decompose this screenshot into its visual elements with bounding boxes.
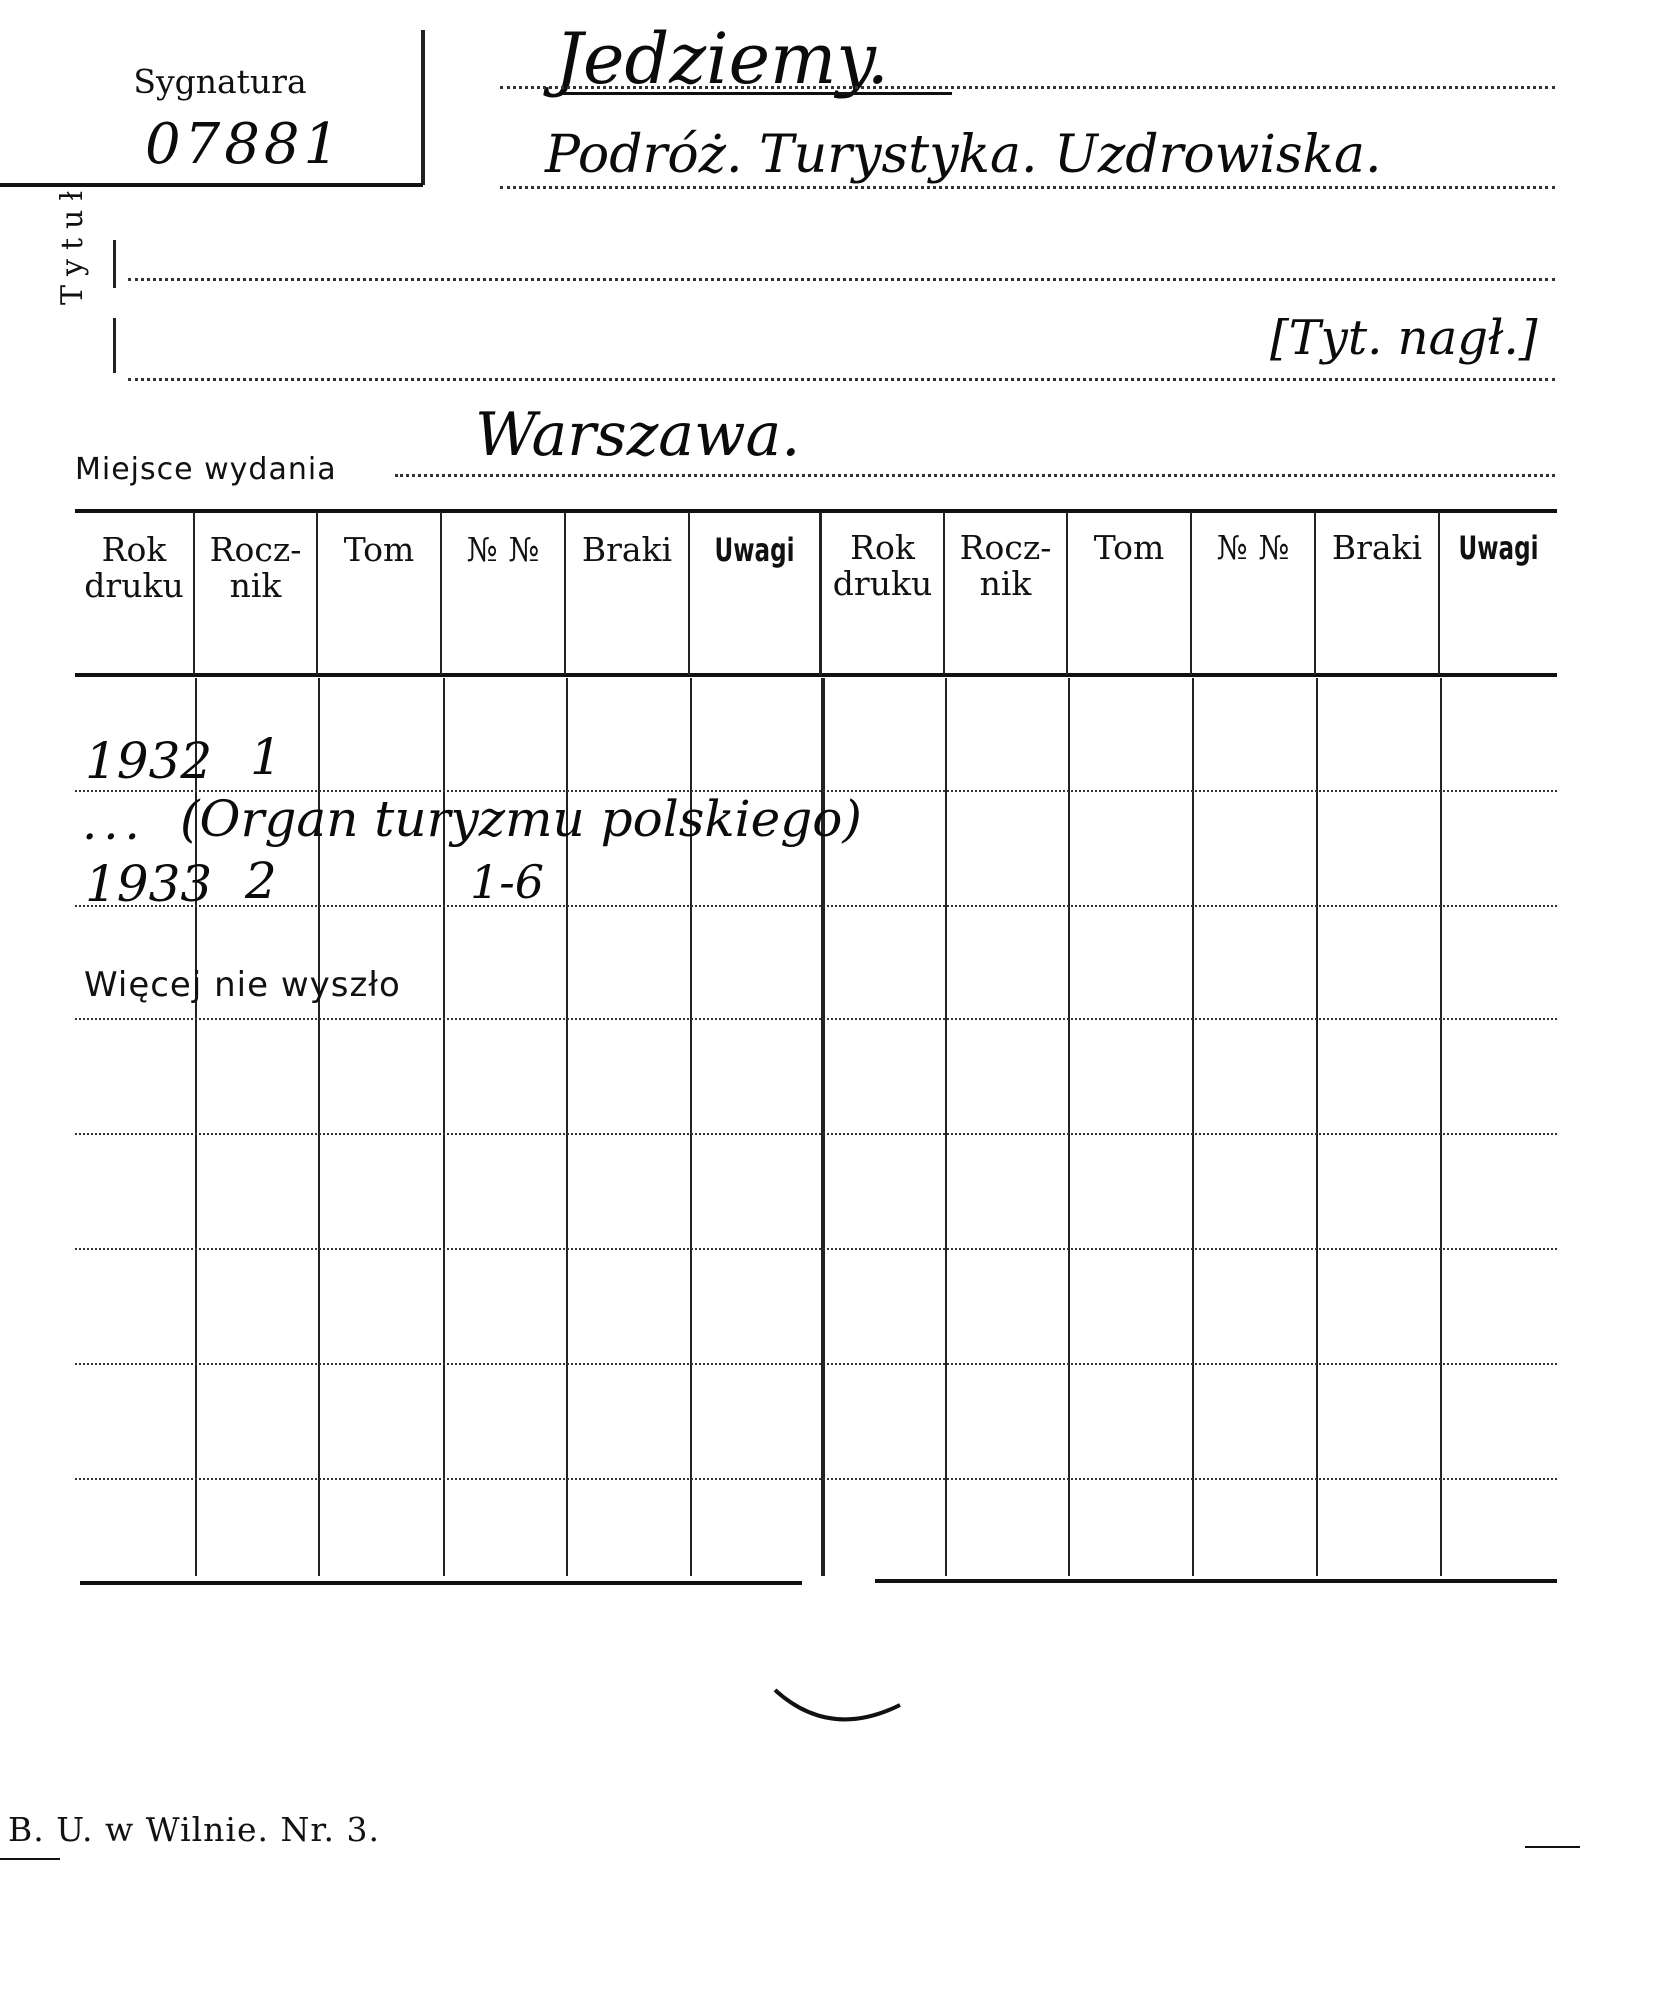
signature-box-right-border: [421, 30, 425, 185]
title-dotted-line-2: [128, 378, 1555, 381]
col-divider: [688, 512, 690, 675]
footer-mark-right: [1525, 1846, 1580, 1848]
title-bracket-bottom: [113, 318, 116, 373]
col-header-numery: № №: [1216, 528, 1290, 567]
table-header-bottom-border: [75, 673, 1557, 677]
entry-numery: 1-6: [470, 855, 545, 909]
place-value-handwritten: Warszawa.: [475, 400, 801, 470]
col-divider: [1192, 678, 1194, 1576]
title-dotted-line-1: [128, 278, 1555, 281]
subject-dotted-line: [500, 186, 1555, 189]
footer-imprint: B. U. w Wilnie. Nr. 3.: [8, 1810, 380, 1849]
author-underline: [562, 92, 952, 95]
table-bottom-border-left: [80, 1581, 802, 1585]
row-line: [75, 1363, 1557, 1365]
entry-rocznik: 1: [250, 728, 282, 786]
place-dotted-line: [395, 474, 1555, 477]
col-header-uwagi: Uwagi: [1458, 529, 1539, 567]
row-line: [75, 1248, 1557, 1250]
col-header-tom: Tom: [343, 530, 415, 569]
title-label: Tytuł: [55, 181, 90, 305]
signature-value: 07881: [145, 112, 344, 177]
table-top-border: [75, 509, 1557, 513]
pencil-mark: [770, 1685, 910, 1735]
col-header-braki: Braki: [581, 530, 673, 569]
entry-rok: 1933: [85, 855, 213, 913]
col-header-rocznik: Rocz- nik: [959, 528, 1052, 603]
row-line: [75, 1018, 1557, 1020]
signature-label: Sygnatura: [133, 62, 307, 101]
row-line: [75, 905, 1557, 907]
col-divider: [1316, 678, 1318, 1576]
subject-handwritten: Podróż. Turystyka. Uzdrowiska.: [545, 125, 1382, 185]
col-header-uwagi: Uwagi: [714, 531, 795, 569]
entry-rok-continuation: ...: [82, 795, 146, 851]
col-divider: [1440, 678, 1442, 1576]
col-header-rok-druku: Rok druku: [832, 528, 933, 603]
author-handwritten: Jedziemy.: [555, 18, 889, 100]
col-header-tom: Tom: [1093, 528, 1165, 567]
row-line: [75, 1478, 1557, 1480]
stamp-text: Więcej nie wyszło: [84, 965, 401, 1005]
table-bottom-border-right: [875, 1579, 1557, 1583]
col-header-rocznik: Rocz- nik: [209, 530, 302, 605]
title-note-handwritten: [Tyt. nagł.]: [1270, 310, 1538, 366]
col-divider: [945, 678, 947, 1576]
entry-rocznik: 2: [245, 852, 277, 910]
place-label: Miejsce wydania: [75, 452, 337, 487]
col-header-numery: № №: [466, 530, 540, 569]
author-dotted-line: [500, 86, 1555, 89]
col-header-rok-druku: Rok druku: [84, 530, 184, 605]
col-divider: [1438, 512, 1440, 675]
col-divider: [1068, 678, 1070, 1576]
col-header-braki: Braki: [1331, 528, 1423, 567]
row-line: [75, 1133, 1557, 1135]
entry-rok: 1932: [85, 732, 213, 790]
footer-mark-left: [0, 1858, 60, 1860]
entry-note: (Organ turyzmu polskiego): [180, 790, 862, 848]
title-bracket-top: [113, 240, 116, 288]
